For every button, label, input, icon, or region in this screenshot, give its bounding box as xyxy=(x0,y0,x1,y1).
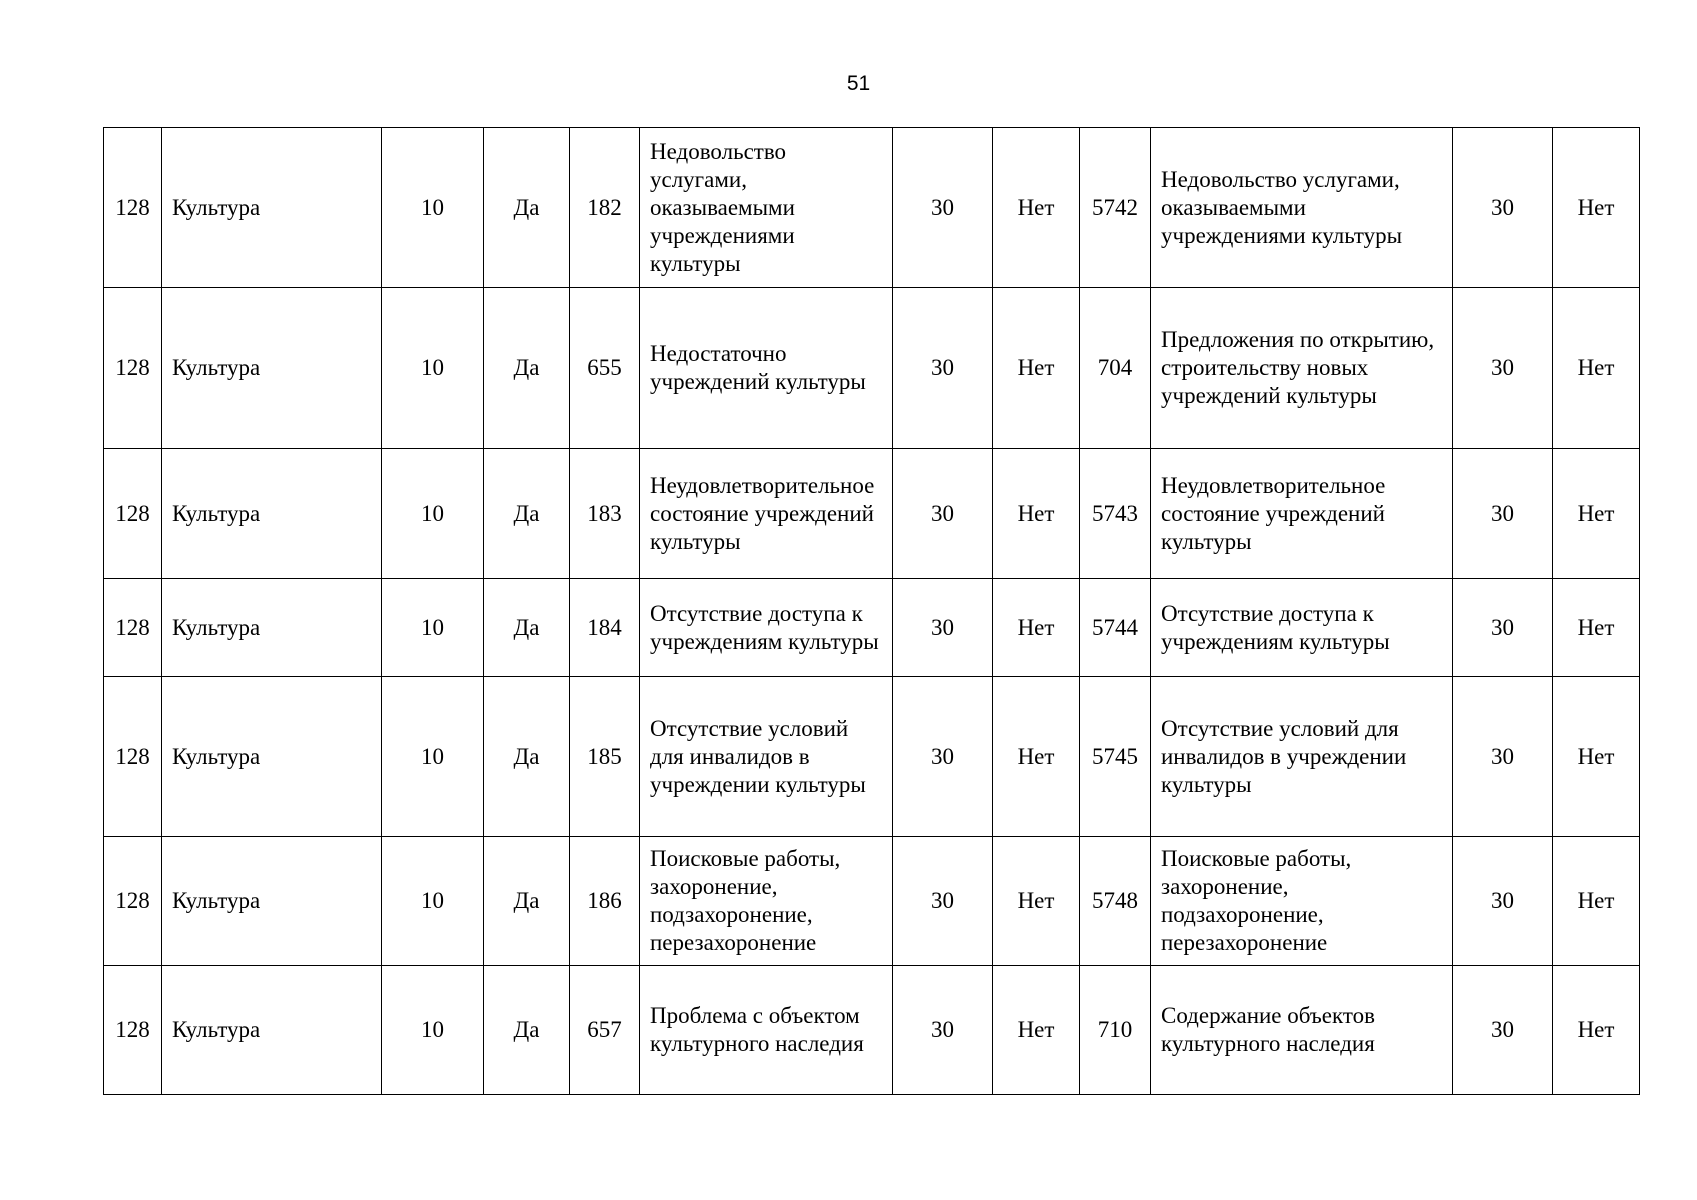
cell-flag: Да xyxy=(484,288,570,449)
cell-topic-id: 655 xyxy=(570,288,640,449)
cell-code: 128 xyxy=(104,288,162,449)
table-row xyxy=(104,288,1640,449)
cell-category: Культура xyxy=(162,677,382,837)
cell-days: 30 xyxy=(893,449,993,579)
cell-topic: Отсутствие условий для инвалидов в учреждении культуры xyxy=(640,677,893,837)
cell-topic-id: 183 xyxy=(570,449,640,579)
cell-days2: 30 xyxy=(1453,449,1553,579)
page-number: 51 xyxy=(846,72,871,95)
cell-category: Культура xyxy=(162,288,382,449)
cell-subtopic: Отсутствие условий для инвалидов в учреждении культуры xyxy=(1151,677,1453,837)
cell-flag3: Нет xyxy=(1553,837,1640,966)
cell-category: Культура xyxy=(162,449,382,579)
cell-value: 10 xyxy=(382,677,484,837)
cell-flag: Да xyxy=(484,966,570,1095)
cell-flag3: Нет xyxy=(1553,966,1640,1095)
data-table xyxy=(103,127,1640,1095)
cell-subtopic-id: 704 xyxy=(1080,288,1151,449)
cell-subtopic-id: 5744 xyxy=(1080,579,1151,677)
cell-topic: Недовольство услугами, оказываемыми учреждениями культуры xyxy=(640,128,893,288)
cell-value: 10 xyxy=(382,449,484,579)
cell-topic-id: 184 xyxy=(570,579,640,677)
cell-days: 30 xyxy=(893,128,993,288)
cell-flag2: Нет xyxy=(993,837,1080,966)
cell-subtopic-id: 5745 xyxy=(1080,677,1151,837)
cell-subtopic-id: 5742 xyxy=(1080,128,1151,288)
cell-days2: 30 xyxy=(1453,288,1553,449)
cell-subtopic: Недовольство услугами, оказываемыми учреждениями культуры xyxy=(1151,128,1453,288)
cell-flag2: Нет xyxy=(993,579,1080,677)
cell-code: 128 xyxy=(104,837,162,966)
cell-code: 128 xyxy=(104,128,162,288)
cell-category: Культура xyxy=(162,128,382,288)
cell-subtopic: Поисковые работы, захоронение, подзахоронение, перезахоронение xyxy=(1151,837,1453,966)
cell-topic-id: 186 xyxy=(570,837,640,966)
cell-topic: Неудовлетворительное состояние учреждений культуры xyxy=(640,449,893,579)
cell-flag2: Нет xyxy=(993,288,1080,449)
cell-days: 30 xyxy=(893,966,993,1095)
cell-code: 128 xyxy=(104,579,162,677)
cell-subtopic: Отсутствие доступа к учреждениям культуры xyxy=(1151,579,1453,677)
cell-days2: 30 xyxy=(1453,128,1553,288)
cell-days: 30 xyxy=(893,837,993,966)
table-row xyxy=(104,579,1640,677)
cell-flag3: Нет xyxy=(1553,288,1640,449)
cell-topic: Проблема с объектом культурного наследия xyxy=(640,966,893,1095)
cell-flag3: Нет xyxy=(1553,128,1640,288)
cell-days2: 30 xyxy=(1453,837,1553,966)
cell-value: 10 xyxy=(382,288,484,449)
cell-code: 128 xyxy=(104,966,162,1095)
cell-code: 128 xyxy=(104,449,162,579)
cell-days2: 30 xyxy=(1453,677,1553,837)
cell-days2: 30 xyxy=(1453,579,1553,677)
cell-category: Культура xyxy=(162,579,382,677)
cell-flag2: Нет xyxy=(993,128,1080,288)
cell-days: 30 xyxy=(893,677,993,837)
table-row xyxy=(104,677,1640,837)
cell-flag: Да xyxy=(484,579,570,677)
table-row xyxy=(104,449,1640,579)
cell-value: 10 xyxy=(382,837,484,966)
cell-flag: Да xyxy=(484,677,570,837)
cell-days2: 30 xyxy=(1453,966,1553,1095)
cell-category: Культура xyxy=(162,837,382,966)
cell-flag2: Нет xyxy=(993,449,1080,579)
cell-topic: Недостаточно учреждений культуры xyxy=(640,288,893,449)
cell-days: 30 xyxy=(893,288,993,449)
cell-topic: Поисковые работы, захоронение, подзахоронение, перезахоронение xyxy=(640,837,893,966)
cell-days: 30 xyxy=(893,579,993,677)
table-row xyxy=(104,128,1640,288)
cell-topic: Отсутствие доступа к учреждениям культуры xyxy=(640,579,893,677)
cell-subtopic: Содержание объектов культурного наследия xyxy=(1151,966,1453,1095)
cell-flag3: Нет xyxy=(1553,449,1640,579)
cell-subtopic-id: 5748 xyxy=(1080,837,1151,966)
cell-subtopic-id: 5743 xyxy=(1080,449,1151,579)
cell-flag3: Нет xyxy=(1553,677,1640,837)
cell-topic-id: 657 xyxy=(570,966,640,1095)
cell-topic-id: 182 xyxy=(570,128,640,288)
cell-category: Культура xyxy=(162,966,382,1095)
cell-topic-id: 185 xyxy=(570,677,640,837)
cell-flag2: Нет xyxy=(993,677,1080,837)
cell-subtopic-id: 710 xyxy=(1080,966,1151,1095)
cell-value: 10 xyxy=(382,128,484,288)
cell-code: 128 xyxy=(104,677,162,837)
cell-flag: Да xyxy=(484,449,570,579)
table-row xyxy=(104,837,1640,966)
cell-flag: Да xyxy=(484,128,570,288)
table-row xyxy=(104,966,1640,1095)
cell-flag2: Нет xyxy=(993,966,1080,1095)
cell-value: 10 xyxy=(382,966,484,1095)
cell-subtopic: Предложения по открытию, строительству новых учреждений культуры xyxy=(1151,288,1453,449)
cell-subtopic: Неудовлетворительное состояние учреждений культуры xyxy=(1151,449,1453,579)
cell-flag: Да xyxy=(484,837,570,966)
cell-value: 10 xyxy=(382,579,484,677)
cell-flag3: Нет xyxy=(1553,579,1640,677)
